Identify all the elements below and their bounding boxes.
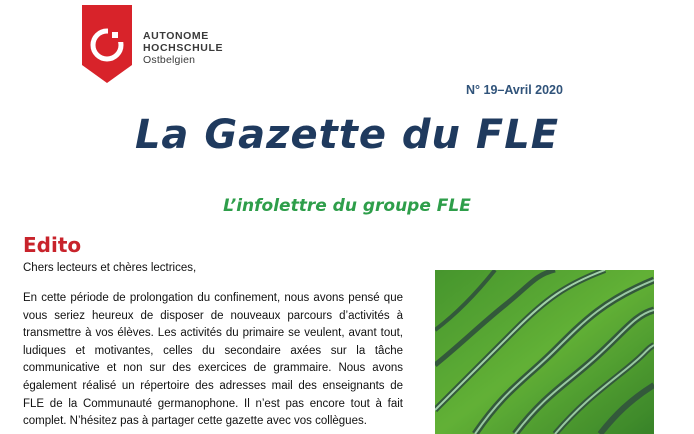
logo-line-3: Ostbelgien — [143, 54, 196, 66]
issue-number: N° 19–Avril 2020 — [466, 83, 563, 97]
gazette-title: La Gazette du FLE — [134, 112, 560, 158]
gazette-subtitle: L’infolettre du groupe FLE — [223, 196, 471, 216]
edito-greeting: Chers lecteurs et chères lectrices, — [23, 262, 197, 274]
logo-line-2: HOCHSCHULE — [143, 42, 224, 54]
edito-photo — [435, 270, 654, 434]
edito-heading: Edito — [23, 233, 82, 257]
edito-paragraph: En cette période de prolongation du confinement, nous avons pensé que vous seriez heureux de disposer de nouveaux parcours d’activités à transmettre à vos élèves. Les activités du primaire se veulent, avant tout, ludiques et motivantes, celles du secondaire axées sur la tâche communicative et non sur des exercices de grammaire. Nous avons également réalisé un répertoire des adresses mail des enseignants de FLE de la Communauté germanophone. Il n’est pas encore tout à fait complet. N’hésitez pas à partager cette gazette avec vos collègues. — [23, 292, 403, 428]
logo-line-1: AUTONOME — [143, 30, 209, 42]
university-name — [143, 30, 223, 66]
university-logo-icon — [82, 5, 132, 83]
